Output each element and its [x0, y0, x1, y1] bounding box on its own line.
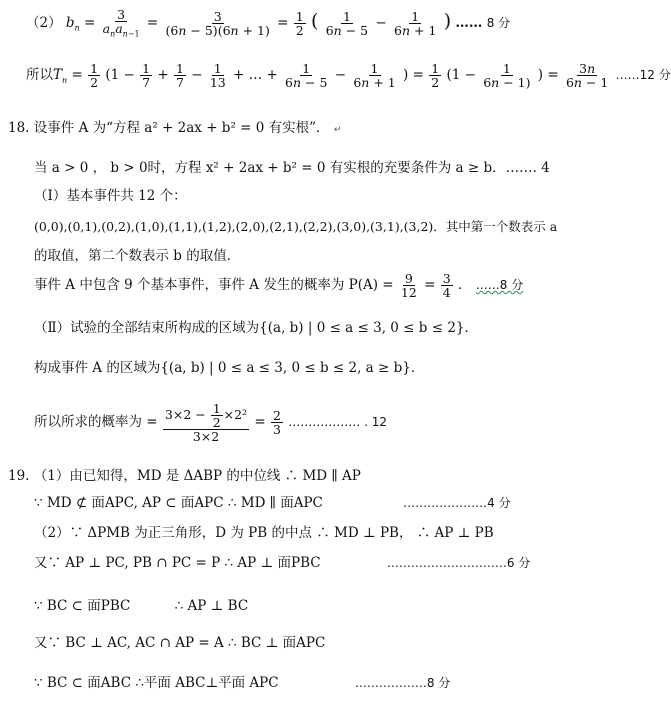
q18-part1: （Ⅰ）基本事件共 12 个：: [34, 188, 187, 204]
q19-l2: ∵ MD ⊄ 面APC, AP ⊂ 面APC ∴ MD ∥ 面APC …………………4 分: [34, 495, 511, 511]
q18-events-line: [34, 221, 557, 234]
q18-events: (0,0),(0,1),(0,2),(1,0),(1,1),(1,2),(2,0),(2,1),(2,2),(3,0),(3,1),(3,2)．其中第一个数表示 a: [34, 219, 558, 234]
q19-number: 19.: [8, 468, 30, 484]
q19-score-8: ………………8 分: [354, 676, 451, 690]
q17-sum-prefix: 所以: [26, 67, 53, 84]
q19-l7: ∵ BC ⊂ 面ABC ∴平面 ABC⊥平面 APC ………………8 分: [34, 675, 451, 691]
q18-prob-a-line: 事件 A 中包含 9 个基本事件，事件 A 发生的概率为 P(A) = $\frac{9}{12}$ = $\frac{3}{4}$ ． ……8 分: [34, 271, 524, 301]
q17-frac-1: $\frac{3}{a_na_{n-1}}$: [102, 7, 140, 39]
q17-frac-half: $\frac{1}{2}$: [295, 8, 304, 38]
q18-def: 设事件 A 为“方程 a² + 2ax + b² = 0 有实根”．: [33, 120, 330, 136]
q17-frac-4: $\frac{1}{6n + 1}$: [394, 8, 437, 38]
q18-final-prefix: 所以所求的概率为 =: [34, 414, 158, 431]
q17-part2-label: （2）: [26, 15, 62, 31]
q18-part1-line: [34, 190, 187, 204]
q17-frac-3: $\frac{1}{6n - 5}$: [325, 8, 369, 38]
q19-l5: ∵ BC ⊂ 面PBC ∴ AP ⊥ BC: [34, 598, 249, 614]
q19-l3: （2）∵ ΔPMB 为正三角形，D 为 PB 的中点 ∴ MD ⊥ PB， ∴ AP ⊥ PB: [34, 525, 494, 541]
q17-b-line: （2） $b_n$ = $\frac{3}{a_na_{n-1}}$ = $\frac{3}{(6n - 5)(6n + 1)}$ = $\frac{1}{2}$ ( $\frac{1}{6n - 5}$ − $\frac{1}{6n + 1}$ ) …… 8 分: [26, 7, 511, 39]
q17-frac-2: $\frac{3}{(6n - 5)(6n + 1)}$: [165, 8, 270, 38]
q18-part2-line: [34, 322, 478, 336]
q18-events-cont-line: [34, 250, 240, 264]
q19-l4: 又∵ AP ⊥ PC, PB ∩ PC = P ∴ AP ⊥ 面PBC …………………………6 分: [34, 555, 531, 571]
q18-region-a: 构成事件 A 的区域为{(a, b) | 0 ≤ a ≤ 3, 0 ≤ b ≤ 2, a ≥ b}．: [34, 360, 425, 376]
q18-score-12: ……………… . 12: [288, 415, 387, 430]
q19-l6: 又∵ BC ⊥ AC, AC ∩ AP = A ∴ BC ⊥ 面APC: [34, 635, 326, 651]
q19-score-4: …………………4 分: [403, 496, 511, 510]
q17-score-8: 8 分: [486, 16, 511, 30]
q18-prob-a-prefix: 事件 A 中包含 9 个基本事件，事件 A 发生的概率为 P(A) =: [34, 277, 394, 294]
q18-final-frac: 3×2 − $\frac{1}{2}$ ×2² 3×2: [164, 401, 248, 445]
q17-sum-line: 所以$T_n$ = $\frac{1}{2}$ (1 − $\frac{1}{7}$ + $\frac{1}{7}$ − $\frac{1}{13}$ + … + $\frac{1}{6n - 5}$ − $\frac{1}{6n + 1}$ ) = $\frac{1}{2}$ (1 − $\frac{1}{6n - 1)}$ ) = $\frac{3n}{6n - 1}$ ……12 分: [26, 61, 671, 91]
q18-part2: （Ⅱ）试验的全部结束所构成的区域为{(a, b) | 0 ≤ a ≤ 3, 0 ≤ b ≤ 2}．: [34, 320, 478, 336]
q18-cond: 当 a > 0 ， b > 0时，方程 x² + 2ax + b² = 0 有实根的充要条件为 a ≥ b．……. 4: [34, 160, 550, 176]
q18-cond-line: [34, 162, 550, 176]
q18-events-cont: 的取值，第二个数表示 b 的取值．: [34, 248, 241, 264]
q17-dots: ……: [455, 15, 483, 31]
q18-final-line: 所以所求的概率为 = 3×2 − $\frac{1}{2}$ ×2² 3×2 = $\frac{2}{3}$ ……………… . 12: [34, 401, 387, 445]
q18-score-8: ……8 分: [475, 278, 524, 293]
q18-def-line: [8, 122, 341, 136]
q17-score-12: ……12 分: [615, 68, 671, 83]
q18-prob-a-frac: $\frac{9}{12}$: [400, 271, 417, 301]
q18-final-ans: $\frac{2}{3}$: [273, 408, 281, 438]
q18-number: 18.: [8, 120, 30, 136]
return-mark-icon: ↵: [333, 125, 342, 135]
q19-score-6: …………………………6 分: [386, 556, 531, 570]
q18-region-a-line: [34, 362, 424, 376]
q18-prob-a-frac2: $\frac{3}{4}$: [442, 271, 451, 301]
q19-l1: 19. （1）由已知得，MD 是 ΔABP 的中位线 ∴ MD ∥ AP: [8, 468, 361, 484]
